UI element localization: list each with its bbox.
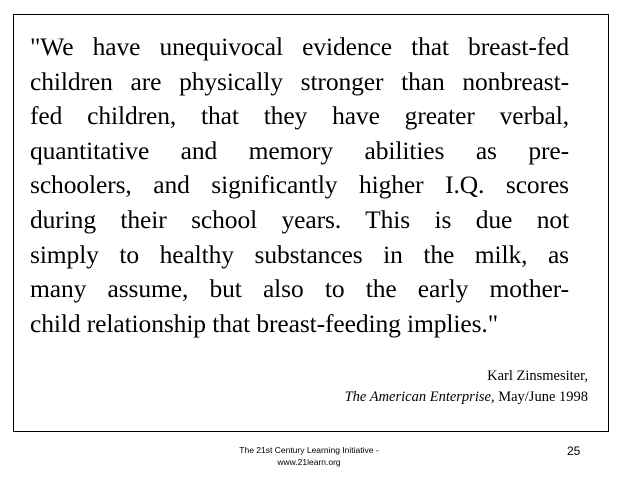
page-number: 25 [567, 444, 581, 458]
quote-line: child relationship that breast-feeding implies." [30, 308, 499, 338]
attribution-source [345, 387, 588, 408]
quote-line: fed children, that they have greater verbal, [30, 101, 569, 131]
quote-line: "We have unequivocal evidence that breast-fed [30, 32, 569, 61]
attribution-date: , May/June 1998 [490, 389, 588, 405]
quote-line: many assume, but also to the early mother- [30, 274, 569, 304]
quote-line: children are physically stronger than nonbreast- [30, 66, 569, 96]
quote-text [30, 30, 569, 341]
quote-line: schoolers, and significantly higher I.Q. scores [30, 170, 569, 200]
quote-line: during their school years. This is due not [30, 204, 569, 234]
quote-line: simply to healthy substances in the milk, as [30, 239, 569, 269]
footer-credit [0, 444, 624, 468]
attribution-author: Karl Zinsmesiter, [487, 368, 588, 384]
attribution [345, 366, 588, 408]
footer-organization: The 21st Century Learning Initiative - [239, 445, 379, 455]
footer-website: www.21learn.org [277, 457, 341, 467]
quote-line: quantitative and memory abilities as pre- [30, 135, 569, 165]
attribution-publication: The American Enterprise [344, 389, 491, 405]
